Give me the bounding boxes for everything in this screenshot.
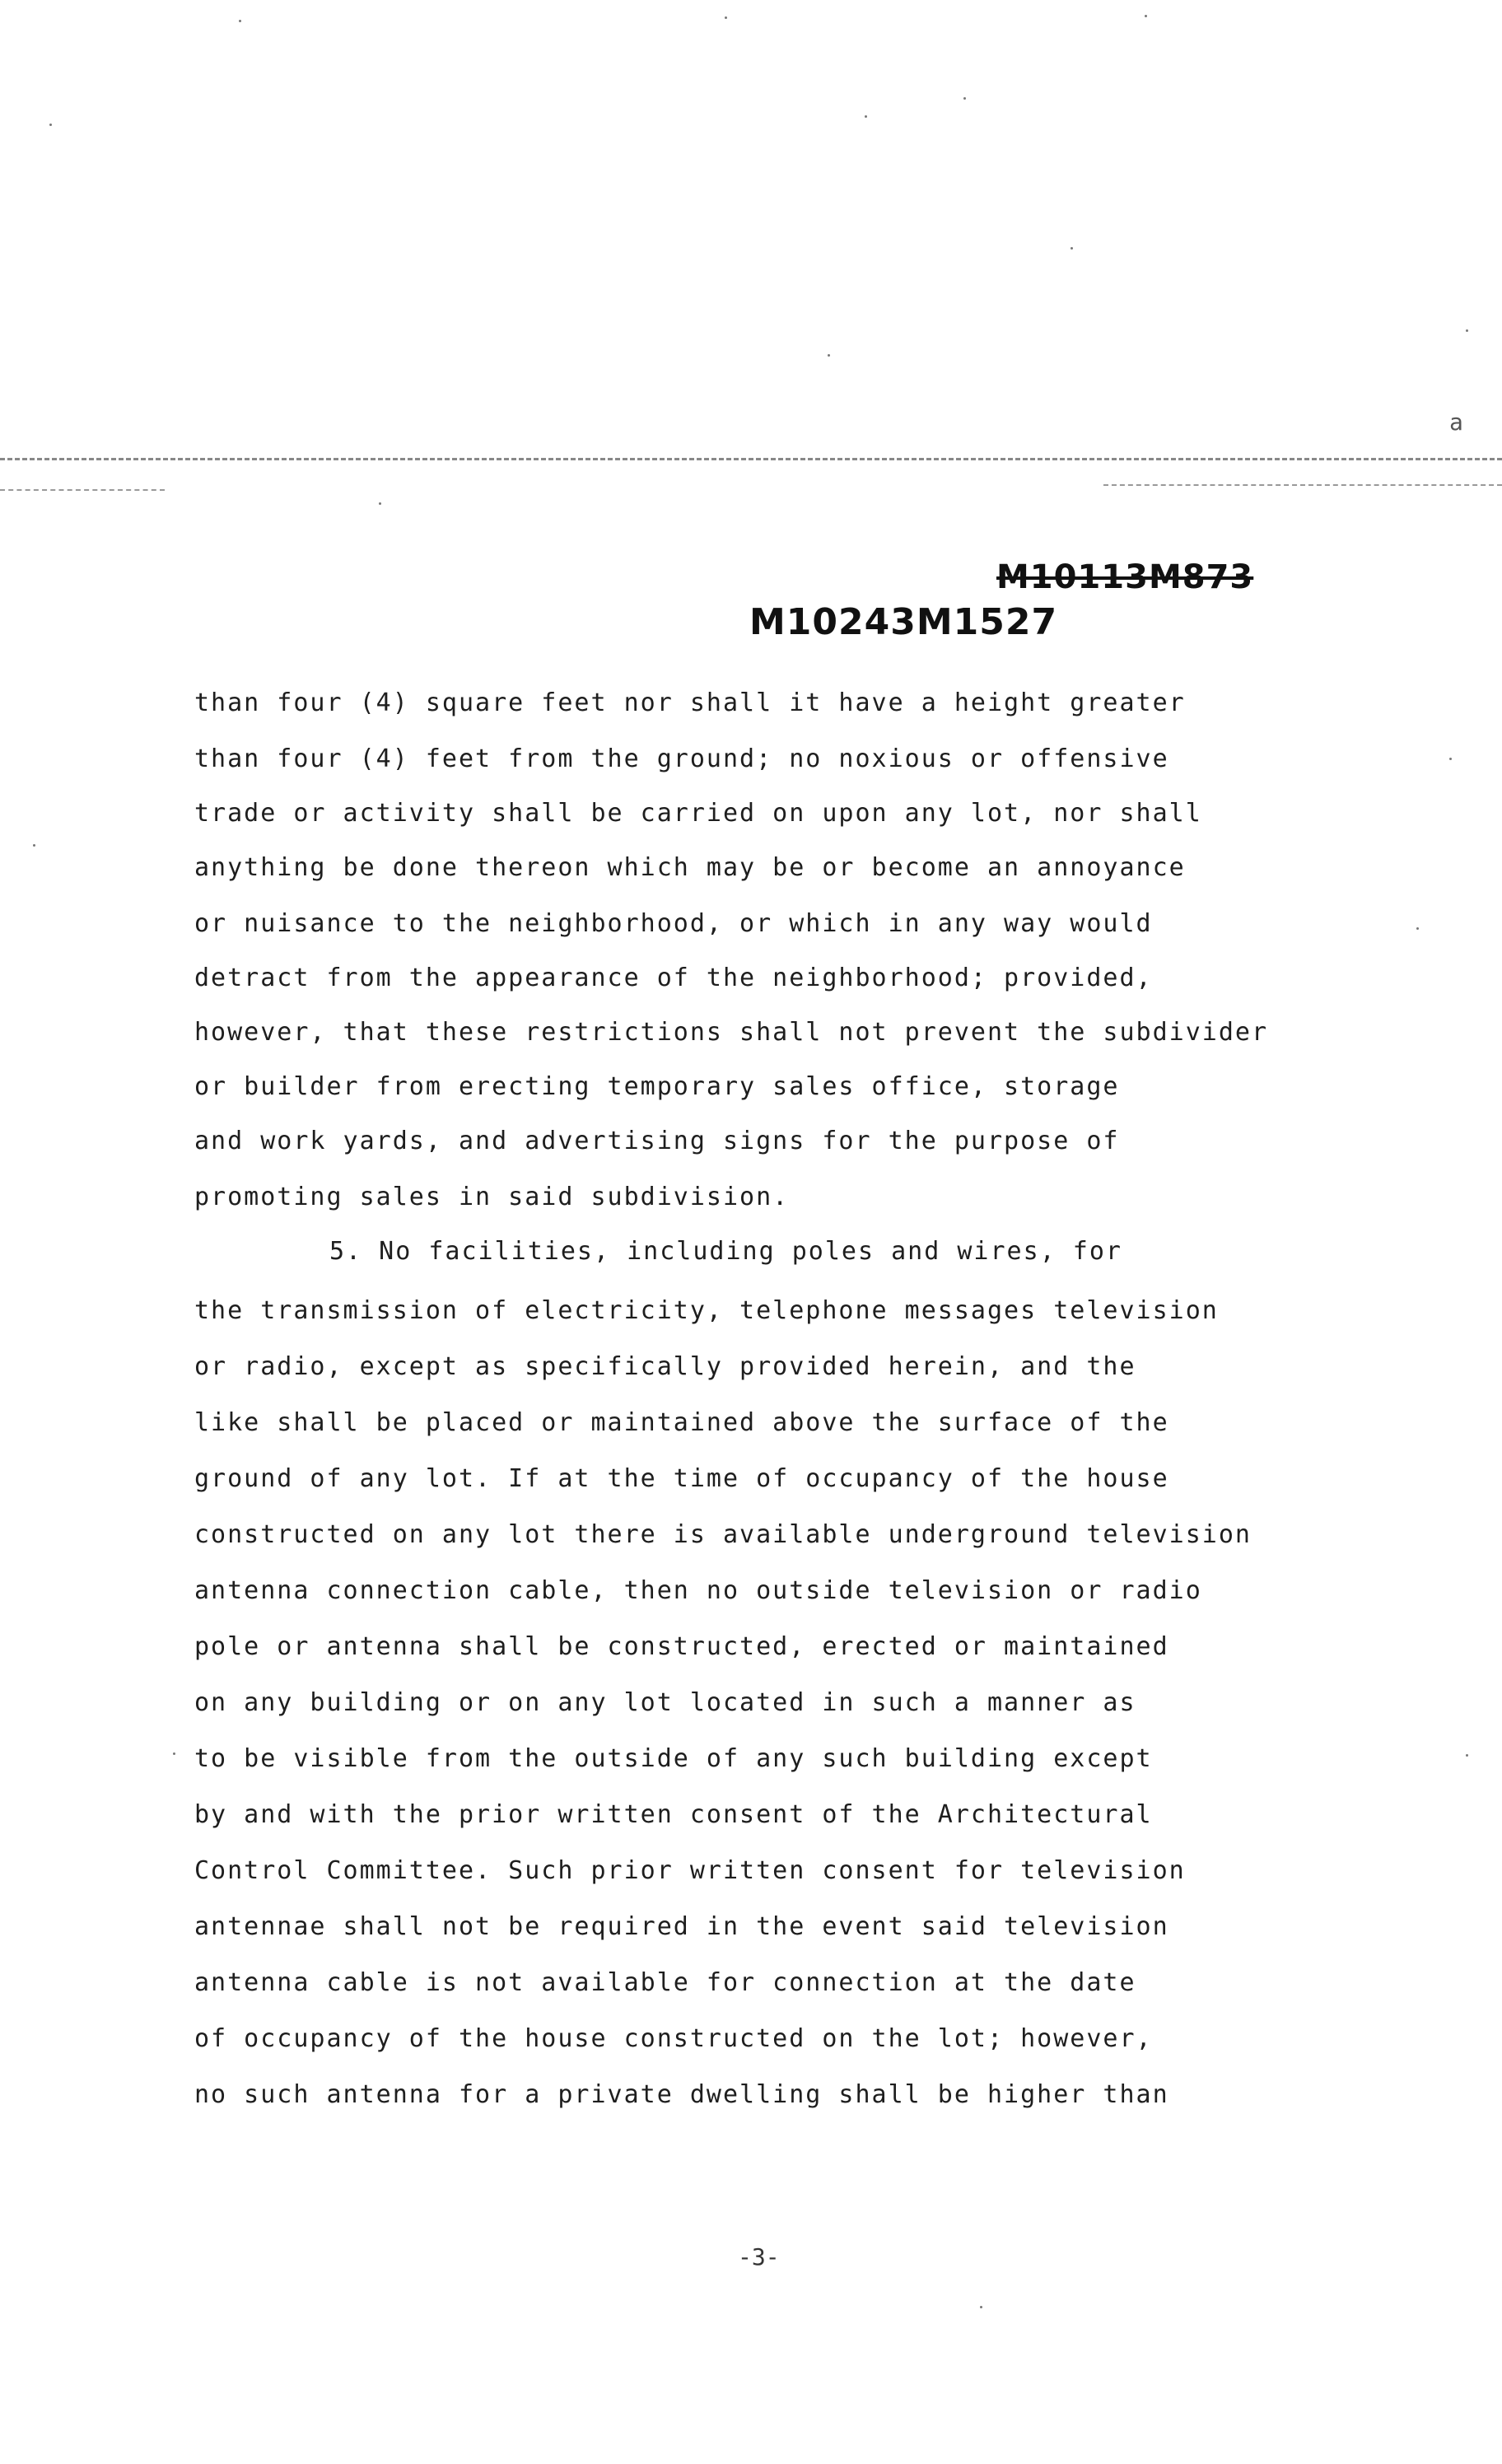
- text-line: antenna cable is not available for connection at the date: [194, 1968, 1136, 1997]
- text-line: than four (4) square feet nor shall it have a height greater: [194, 688, 1186, 717]
- text-line: Control Committee. Such prior written consent for television: [194, 1856, 1186, 1885]
- text-line: antenna connection cable, then no outside television or radio: [194, 1576, 1202, 1605]
- scan-artifact-line: [1103, 484, 1502, 486]
- text-line: or builder from erecting temporary sales office, storage: [194, 1072, 1120, 1101]
- scan-speck: [1145, 15, 1147, 17]
- scan-speck: [239, 20, 241, 22]
- scan-speck: [1466, 1754, 1468, 1757]
- text-line: promoting sales in said subdivision.: [194, 1183, 790, 1211]
- text-line: however, that these restrictions shall not prevent the subdivider: [194, 1018, 1268, 1047]
- text-line: no such antenna for a private dwelling shall be higher than: [194, 2080, 1169, 2109]
- page-number: -3-: [738, 2243, 780, 2270]
- corner-mark: a: [1449, 408, 1463, 436]
- scan-speck: [980, 2306, 982, 2308]
- text-line: like shall be placed or maintained above the surface of the: [194, 1408, 1169, 1437]
- text-line: pole or antenna shall be constructed, erected or maintained: [194, 1632, 1169, 1661]
- scan-artifact-line: [0, 458, 1502, 460]
- scan-speck: [173, 1752, 175, 1755]
- scan-speck: [725, 16, 727, 19]
- scan-speck: [33, 844, 35, 847]
- scan-speck: [1416, 927, 1419, 930]
- text-line: constructed on any lot there is available underground television: [194, 1520, 1252, 1549]
- text-line: of occupancy of the house constructed on the lot; however,: [194, 2024, 1153, 2053]
- scan-speck: [1466, 329, 1468, 332]
- text-line: on any building or on any lot located in such a manner as: [194, 1688, 1136, 1717]
- recording-stamp: M10243M1527: [749, 601, 1058, 643]
- text-line: antennae shall not be required in the event said television: [194, 1912, 1169, 1941]
- text-line: than four (4) feet from the ground; no noxious or offensive: [194, 744, 1169, 773]
- scan-speck: [963, 97, 966, 100]
- text-line: trade or activity shall be carried on upon any lot, nor shall: [194, 799, 1202, 828]
- scan-artifact-line: [0, 489, 165, 491]
- text-line: and work yards, and advertising signs for the purpose of: [194, 1127, 1120, 1155]
- scan-speck: [379, 502, 381, 505]
- text-line: detract from the appearance of the neighborhood; provided,: [194, 964, 1153, 992]
- text-line: or nuisance to the neighborhood, or which in any way would: [194, 909, 1153, 938]
- text-line: by and with the prior written consent of the Architectural: [194, 1800, 1153, 1829]
- text-line: the transmission of electricity, telephone messages television: [194, 1296, 1219, 1325]
- scan-speck: [1071, 247, 1073, 250]
- scan-speck: [865, 115, 867, 118]
- scan-speck: [828, 354, 830, 357]
- text-line: ground of any lot. If at the time of occupancy of the house: [194, 1464, 1169, 1493]
- text-line: 5. No facilities, including poles and wires, for: [329, 1237, 1122, 1266]
- text-line: anything be done thereon which may be or become an annoyance: [194, 853, 1186, 882]
- text-line: or radio, except as specifically provided herein, and the: [194, 1352, 1136, 1381]
- text-line: to be visible from the outside of any such building except: [194, 1744, 1153, 1773]
- scan-speck: [1449, 758, 1452, 760]
- scan-speck: [49, 124, 52, 126]
- old-recording-stamp: M10113M873: [996, 558, 1254, 596]
